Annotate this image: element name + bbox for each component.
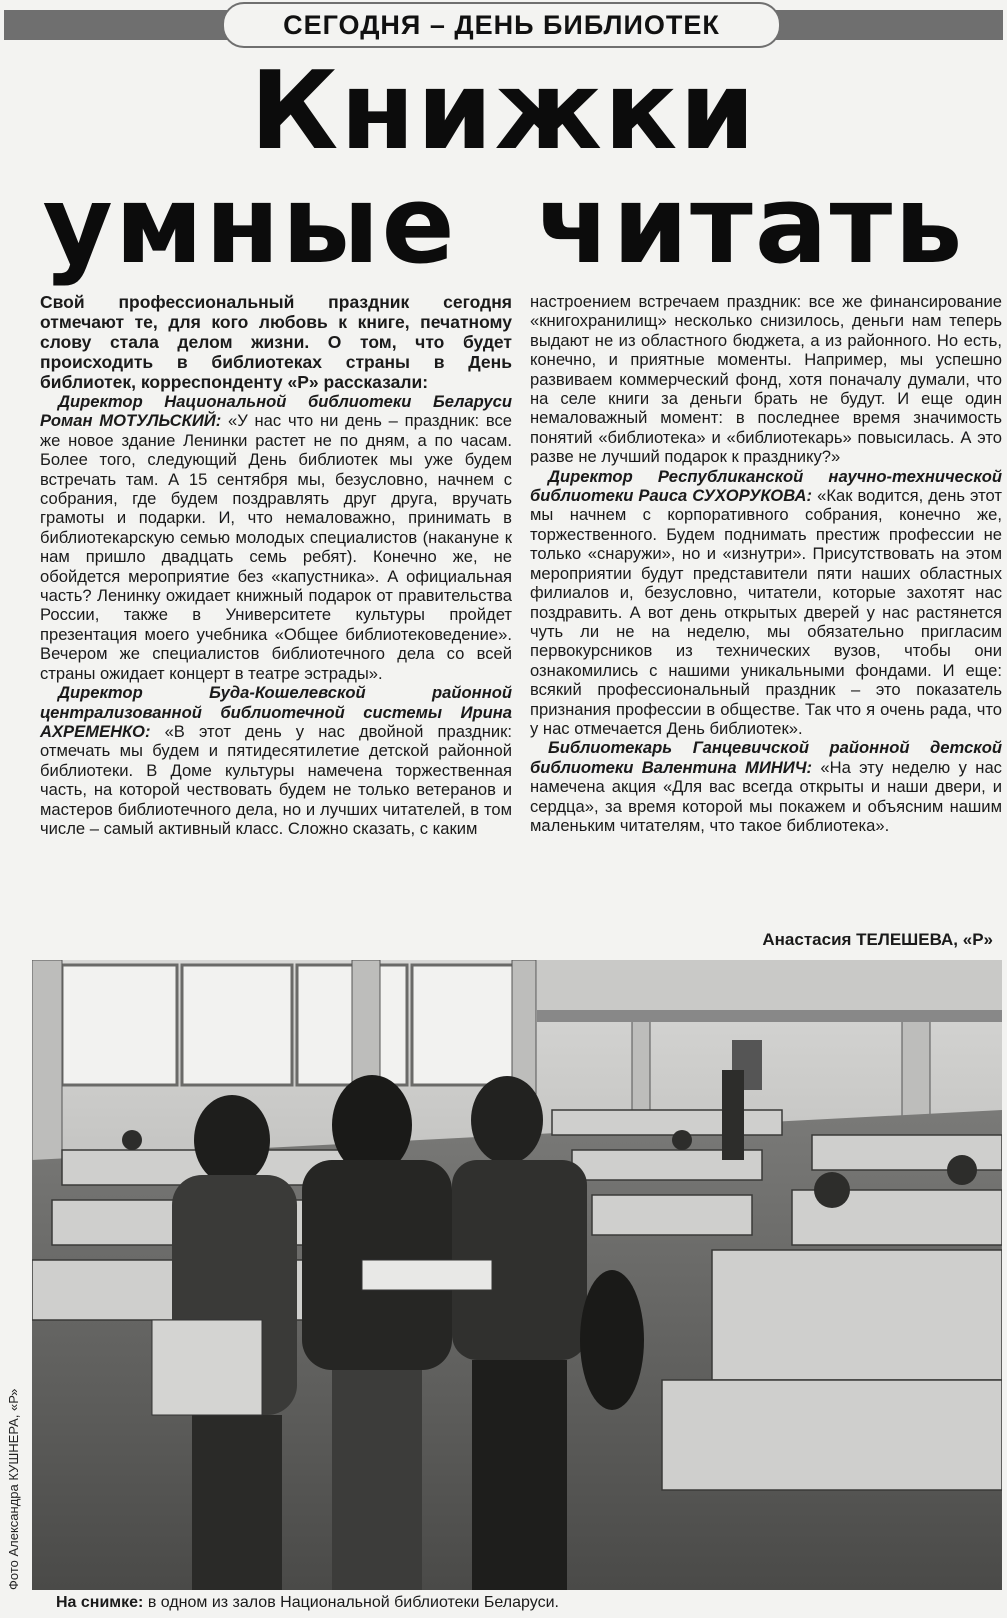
quote-text: «Как водится, день этот мы начнем с корпоративного собрания, конечно же, торжественного. Будем поднимать престиж профессии не только «снаружи», но и «изнутри». Присутствовать на этом мероприятии будут представители пяти наших областных филиалов и, безусловно, читатели, которые захотят нас поздравить. А вот день открытых дверей у нас растянется чуть ли не на неделю, мы обязательно пригласим первокурсников из технических вузов, чтобы они ознакомились с нашими уникальными фондами. И еще: всякий профессиональный праздник – это показатель признания профессии в обществе. Так что я очень рада, что у нас отмечается День библиотек».	[530, 486, 1002, 738]
lead-paragraph: Свой профессиональный праздник сегодня отмечают те, для кого любовь к книге, печатному слову стала делом жизни. О том, что будет происходить в библиотеках страны в День библиотек, корреспонденту «Р» рассказали:	[40, 292, 512, 392]
column-left	[40, 292, 512, 942]
photo-caption	[56, 1594, 559, 1612]
quote-speaker: Директор Буда-Кошелевской районной централизованной библиотечной системы Ирина АХРЕМЕНКО:	[40, 683, 512, 741]
quote-speaker: Библиотекарь Ганцевичской районной детской библиотеки Валентина МИНИЧ:	[530, 738, 1002, 777]
quote-paragraph	[40, 683, 512, 838]
quote-paragraph	[530, 467, 1002, 739]
quote-speaker: Директор Национальной библиотеки Беларуси Роман МОТУЛЬСКИЙ:	[40, 392, 512, 431]
reading-hall-illustration	[32, 960, 1002, 1590]
author-byline: Анастасия ТЕЛЕШЕВА, «Р»	[762, 930, 993, 949]
quote-paragraph	[40, 392, 512, 683]
quote-continuation: настроением встречаем праздник: все же финансирование «книгохранилищ» несколько снизилось, деньги нам теперь выдают не из областного бюджета, а из районного. Но есть, конечно, и приятные моменты. Например, мы успешно развиваем коммерческий фонд, хотя поначалу думали, что на селе книги за деньги брать не будут. И еще один немаловажный момент: в последнее время значимость понятий «библиотека» и «библиотекарь» повысилась. А это разве не лучший подарок к празднику?»	[530, 292, 1002, 467]
rubric-label: СЕГОДНЯ – ДЕНЬ БИБЛИОТЕК	[222, 2, 781, 48]
quote-text: «На эту неделю у нас намечена акция «Для вас всегда открыты и наши двери, и сердца», за время которой мы покажем и объясним нашим маленьким читателям, что такое библиотека».	[530, 757, 1002, 835]
headline-line-2: умные читать	[42, 163, 965, 288]
article-body	[40, 292, 1002, 942]
quote-text: «В этот день у нас двойной праздник: отмечать мы будем и пятидесятилетие детской районной библиотеки. В Доме культуры намечена торжественная часть, на которой чествовать будем не только ветеранов и мастеров библиотечного дела, но и лучших читателей, в том числе – самый активный класс. Сложно сказать, с каким	[40, 721, 512, 838]
caption-label: На снимке:	[56, 1594, 144, 1611]
quote-paragraph	[530, 738, 1002, 835]
library-photo	[32, 960, 1002, 1590]
headline-line-1: Книжки	[249, 49, 758, 174]
quote-speaker: Директор Республиканской научно-технической библиотеки Раиса СУХОРУКОВА:	[530, 466, 1002, 506]
caption-text: в одном из залов Национальной библиотеки Беларуси.	[147, 1594, 559, 1611]
quote-text: «У нас что ни день – праздник: все же новое здание Ленинки растет не по дням, а по часам. Более того, следующий День библиотек мы уже будем встречать там. А 15 сентября мы, безусловно, начнем с собрания, где будем поздравлять друг друга, вручать грамоты и подарки. И, что немаловажно, принимать в библиотекарскую семью молодых специалистов (накануне к нам пришло двадцать семь ребят). Конечно же, не обойдется мероприятие без «капустника». А официальная часть? Ленинку ожидает книжный подарок от правительства России, также в Университете культуры пройдет презентация моего учебника «Общее библиотековедение». Вечером же специалистов библиотечного дела со всей страны ожидает концерт в театре эстрады».	[40, 411, 512, 683]
column-right	[530, 292, 1002, 942]
photo-credit: Фото Александра КУШНЕРА, «Р»	[6, 1388, 21, 1590]
